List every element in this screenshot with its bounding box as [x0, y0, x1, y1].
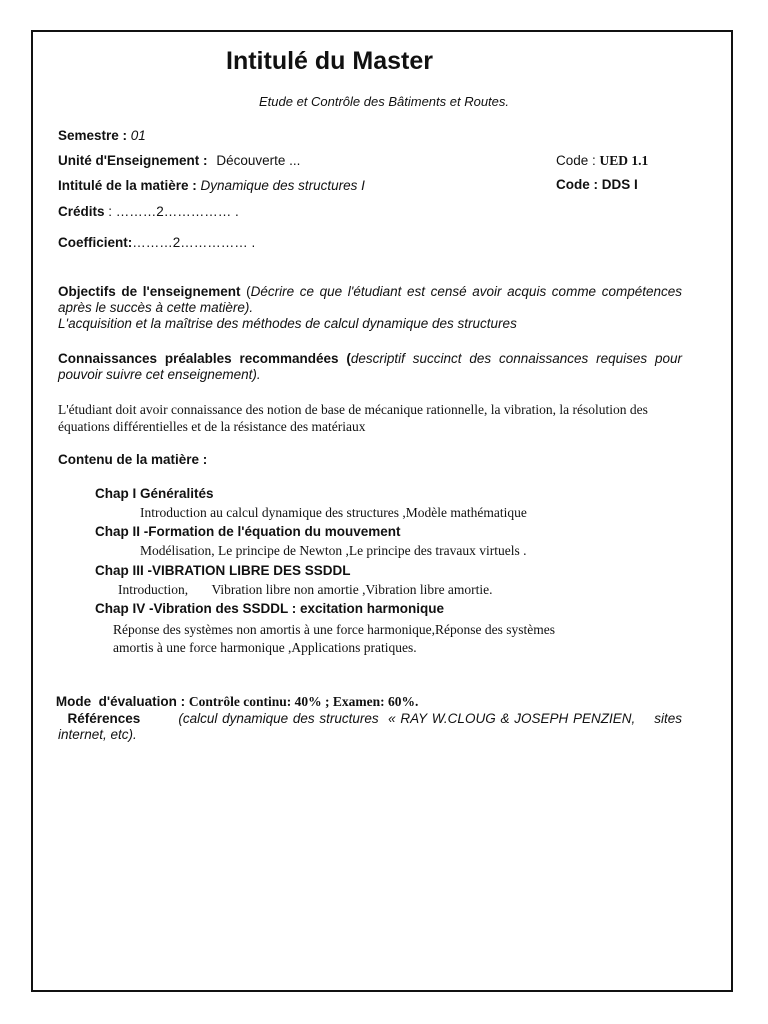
semestre-label: Semestre : [58, 128, 128, 143]
semestre-value: 01 [127, 128, 146, 143]
contenu-label: Contenu de la matière : [58, 452, 208, 467]
code1-label: Code : [556, 153, 600, 168]
chapter-body-continued: amortis à une force harmonique ,Applications pratiques. [113, 640, 417, 655]
objectifs-paren: ( [240, 284, 251, 299]
code1-row [556, 152, 648, 170]
chapter-title: Chap II -Formation de l'équation du mouvement [95, 524, 401, 539]
coef-row [58, 234, 255, 252]
coef-label: Coefficient: [58, 235, 133, 250]
chapter-body: Introduction, Vibration libre non amortie ,Vibration libre amortie. [118, 582, 493, 597]
unite-label: Unité d'Enseignement : [58, 153, 208, 168]
evaluation-value: Contrôle continu: 40% ; Examen: 60%. [188, 694, 419, 709]
unite-value: Découverte ... [216, 153, 301, 168]
code1-value: UED 1.1 [599, 153, 649, 168]
chapter-title: Chap III -VIBRATION LIBRE DES SSDDL [95, 563, 351, 578]
connaissances-desc: descriptif succinct des connaissances requises pour pouvoir suivre cet enseignement). [58, 351, 682, 382]
references-section [55, 694, 686, 743]
chapter-body: Introduction au calcul dynamique des structures ,Modèle mathématique [140, 505, 527, 520]
unite-row [58, 152, 300, 170]
matiere-row [58, 177, 365, 195]
evaluation-label: Mode d'évaluation : [55, 694, 189, 709]
objectifs-desc: Décrire ce que l'étudiant est censé avoir acquis comme compétences après le succès à cette matière). [58, 284, 682, 315]
objectifs-section [58, 284, 682, 332]
connaissances-label: Connaissances préalables recommandées ( [58, 351, 351, 366]
page-title: Intitulé du Master [226, 47, 433, 75]
chapter-title: Chap IV -Vibration des SSDDL : excitation harmonique [95, 601, 445, 616]
credits-row [58, 203, 239, 221]
connaissances-text: L'étudiant doit avoir connaissance des notion de base de mécanique rationnelle, la vibration, la résolution des équations différentielles et de la résistance des matériaux [58, 402, 648, 434]
credits-value: : ………2…………… . [104, 204, 239, 219]
coef-value: ………2…………… . [132, 235, 256, 250]
code2: Code : DDS I [556, 177, 638, 192]
chapter-body: Modélisation, Le principe de Newton ,Le principe des travaux virtuels . [140, 543, 527, 558]
references-value: (calcul dynamique des structures « RAY W.CLOUG & JOSEPH PENZIEN, sites internet, etc). [58, 711, 686, 742]
chapter-body: Réponse des systèmes non amortis à une force harmonique,Réponse des systèmes [113, 622, 556, 637]
objectifs-text: L'acquisition et la maîtrise des méthodes de calcul dynamique des structures [58, 316, 517, 331]
semestre-row [58, 127, 146, 145]
credits-label: Crédits [58, 204, 105, 219]
objectifs-label: Objectifs de l'enseignement [58, 284, 241, 299]
connaissances-section [58, 351, 682, 383]
references-label: Références [67, 711, 141, 726]
chapter-title: Chap I Généralités [95, 486, 214, 501]
matiere-label: Intitulé de la matière : [58, 178, 197, 193]
matiere-value: Dynamique des structures I [196, 178, 365, 193]
master-subtitle: Etude et Contrôle des Bâtiments et Routes. [258, 94, 510, 109]
